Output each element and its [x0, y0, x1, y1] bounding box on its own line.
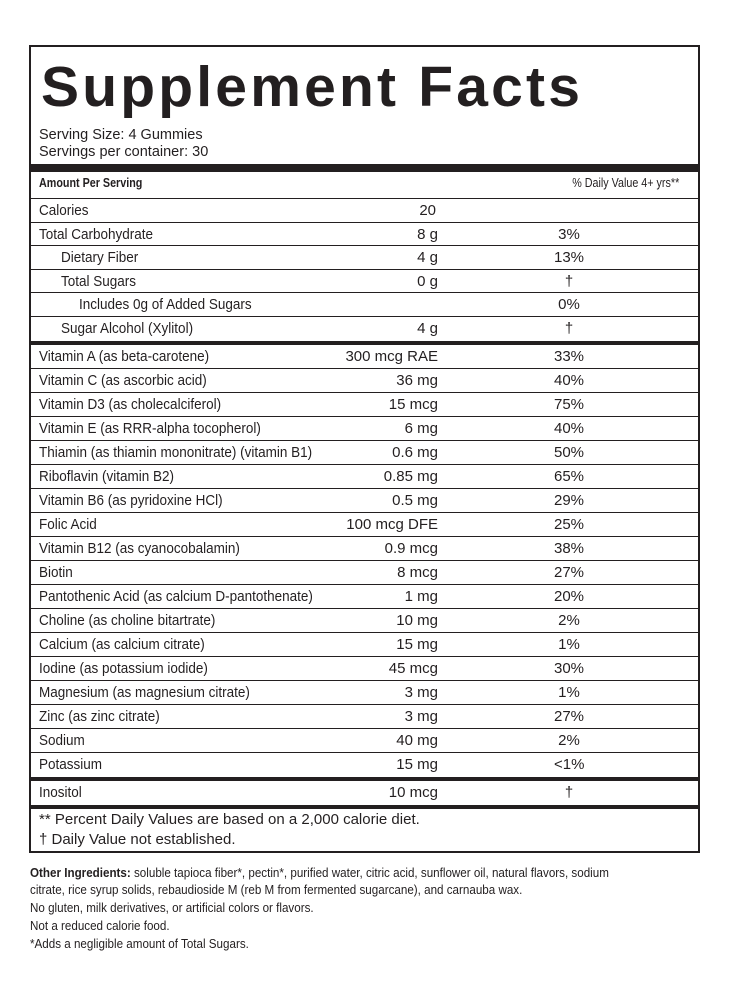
negligible-sugars-note: *Adds a negligible amount of Total Sugars. — [30, 937, 249, 951]
nutrient-amount: 15 mg — [396, 756, 438, 773]
nutrient-amount: 15 mg — [396, 636, 438, 653]
nutrient-daily-value: 38% — [554, 540, 585, 557]
nutrient-daily-value: 1% — [558, 684, 580, 701]
nutrient-amount: 40 mg — [396, 732, 438, 749]
servings-per-container: Servings per container: 30 — [39, 144, 209, 160]
nutrient-amount: 0.5 mg — [392, 492, 438, 509]
nutrient-amount: 8 mcg — [397, 564, 438, 581]
nutrient-row — [31, 753, 698, 777]
nutrient-daily-value: 75% — [554, 396, 585, 413]
nutrient-amount: 10 mg — [396, 612, 438, 629]
nutrient-row — [31, 489, 698, 513]
nutrient-daily-value: 27% — [554, 564, 585, 581]
nutrient-row — [31, 317, 698, 341]
nutrient-name: Inositol — [39, 784, 82, 801]
nutrient-amount: 4 g — [417, 249, 438, 267]
nutrient-name: Vitamin C (as ascorbic acid) — [39, 372, 207, 389]
nutrient-name: Pantothenic Acid (as calcium D-pantothenate) — [39, 588, 313, 605]
nutrient-row — [31, 585, 698, 609]
nutrient-amount: 36 mg — [396, 372, 438, 389]
nutrient-amount: 100 mcg DFE — [346, 516, 438, 533]
nutrient-name: Sugar Alcohol (Xylitol) — [61, 320, 194, 337]
nutrient-row — [31, 417, 698, 441]
nutrient-amount: 6 mg — [404, 420, 438, 437]
nutrient-name: Calcium (as calcium citrate) — [39, 636, 205, 653]
other-ingredients-line — [30, 865, 609, 882]
footnote-not-established: † Daily Value not established. — [39, 831, 236, 848]
nutrient-name: Sodium — [39, 732, 85, 749]
nutrient-name: Vitamin A (as beta-carotene) — [39, 348, 210, 365]
nutrient-name: Calories — [39, 202, 89, 219]
nutrient-daily-value: 50% — [554, 444, 585, 461]
nutrient-amount: 0.9 mcg — [384, 540, 438, 557]
nutrient-amount: 45 mcg — [388, 660, 438, 677]
nutrient-amount: 15 mcg — [388, 396, 438, 413]
panel-title: Supplement Facts — [41, 55, 584, 119]
nutrient-amount: 0.6 mg — [392, 444, 438, 461]
nutrient-amount: 3 mg — [404, 708, 438, 725]
nutrient-name: Includes 0g of Added Sugars — [79, 296, 252, 314]
nutrient-row — [31, 369, 698, 393]
nutrient-name: Dietary Fiber — [61, 249, 139, 267]
nutrient-row — [31, 345, 698, 369]
nutrient-amount: 4 g — [417, 320, 438, 337]
nutrient-amount: 3 mg — [404, 684, 438, 701]
footnote-percent-dv: ** Percent Daily Values are based on a 2,000 calorie diet. — [39, 811, 420, 828]
nutrient-row — [31, 781, 698, 805]
nutrient-daily-value: 25% — [554, 516, 585, 533]
nutrient-amount: 0.85 mg — [383, 468, 438, 485]
nutrient-name: Magnesium (as magnesium citrate) — [39, 684, 250, 701]
nutrient-name: Potassium — [39, 756, 103, 773]
nutrient-name: Vitamin E (as RRR-alpha tocopherol) — [39, 420, 261, 437]
other-ingredients-text: soluble tapioca fiber*, pectin*, purified water, citric acid, sunflower oil, natural flavors, sodium — [130, 866, 609, 880]
nutrient-name: Riboflavin (vitamin B2) — [39, 468, 175, 485]
nutrient-amount: 8 g — [417, 225, 438, 243]
nutrient-daily-value: † — [564, 320, 574, 337]
nutrient-daily-value: 2% — [558, 732, 580, 749]
nutrient-daily-value: † — [564, 272, 574, 290]
nutrient-daily-value: 29% — [554, 492, 585, 509]
supplement-facts-panel — [29, 45, 700, 853]
daily-value-label: % Daily Value 4+ yrs** — [572, 176, 680, 190]
nutrient-row — [31, 657, 698, 681]
no-gluten-note: No gluten, milk derivatives, or artificial colors or flavors. — [30, 901, 314, 915]
nutrient-name: Choline (as choline bitartrate) — [39, 612, 216, 629]
nutrient-row — [31, 681, 698, 705]
column-header — [39, 176, 693, 193]
nutrient-name: Iodine (as potassium iodide) — [39, 660, 208, 677]
other-ingredients-label: Other Ingredients: — [30, 866, 131, 880]
nutrient-row — [31, 513, 698, 537]
nutrient-daily-value: 30% — [554, 660, 585, 677]
nutrient-name: Total Sugars — [61, 272, 137, 290]
nutrient-row — [31, 609, 698, 633]
nutrient-row — [31, 729, 698, 753]
nutrient-amount: 300 mcg RAE — [345, 348, 438, 365]
nutrient-daily-value: 13% — [554, 249, 585, 267]
nutrient-name: Biotin — [39, 564, 73, 581]
nutrient-daily-value: 40% — [554, 372, 585, 389]
nutrient-row — [31, 223, 698, 247]
section-divider — [31, 805, 698, 809]
nutrient-row — [31, 441, 698, 465]
nutrient-row — [31, 705, 698, 729]
nutrient-daily-value: † — [564, 784, 574, 801]
nutrient-amount: 0 g — [417, 272, 438, 290]
nutrient-name: Vitamin B6 (as pyridoxine HCl) — [39, 492, 223, 509]
nutrient-row — [31, 246, 698, 270]
nutrient-amount: 20 — [419, 202, 436, 219]
nutrient-daily-value: 40% — [554, 420, 585, 437]
nutrient-daily-value: 0% — [558, 296, 580, 314]
nutrient-daily-value: 2% — [558, 612, 580, 629]
serving-size: Serving Size: 4 Gummies — [39, 127, 203, 143]
nutrient-row — [31, 633, 698, 657]
nutrient-row — [31, 465, 698, 489]
nutrient-name: Vitamin B12 (as cyanocobalamin) — [39, 540, 240, 557]
nutrient-daily-value: <1% — [554, 756, 585, 773]
nutrient-name: Vitamin D3 (as cholecalciferol) — [39, 396, 222, 413]
nutrient-row — [31, 537, 698, 561]
nutrient-row — [31, 293, 698, 317]
nutrient-daily-value: 27% — [554, 708, 585, 725]
nutrient-row — [31, 393, 698, 417]
nutrient-row — [31, 270, 698, 294]
other-ingredients-line-2: citrate, rice syrup solids, rebaudioside M (reb M from fermented sugarcane), and carnauba wax. — [30, 883, 523, 897]
nutrient-row — [31, 199, 698, 223]
nutrient-name: Thiamin (as thiamin mononitrate) (vitamin B1) — [39, 444, 313, 461]
nutrient-daily-value: 65% — [554, 468, 585, 485]
nutrient-daily-value: 3% — [558, 225, 580, 243]
nutrient-row — [31, 561, 698, 585]
nutrient-amount: 1 mg — [404, 588, 438, 605]
nutrient-daily-value: 33% — [554, 348, 585, 365]
nutrient-name: Zinc (as zinc citrate) — [39, 708, 160, 725]
nutrient-daily-value: 20% — [554, 588, 585, 605]
nutrient-name: Total Carbohydrate — [39, 225, 154, 243]
thick-divider — [31, 164, 698, 172]
nutrient-daily-value: 1% — [558, 636, 580, 653]
not-reduced-note: Not a reduced calorie food. — [30, 919, 170, 933]
nutrient-amount: 10 mcg — [388, 784, 438, 801]
nutrient-name: Folic Acid — [39, 516, 97, 533]
amount-per-serving-label: Amount Per Serving — [39, 176, 143, 190]
